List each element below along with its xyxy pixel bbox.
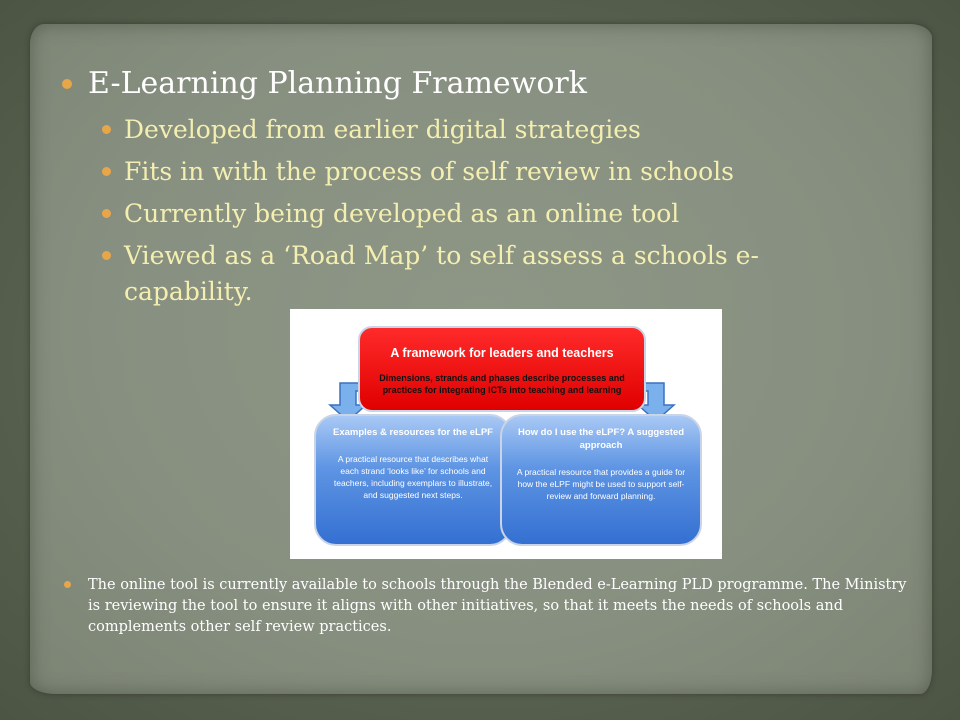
sub-bullet-1: Developed from earlier digital strategies: [124, 115, 641, 144]
examples-desc: A practical resource that describes what each strand ‘looks like’ for schools and teachers, including exemplars to illustrate, and suggested next steps.: [333, 454, 493, 500]
sub-bullet-3: Currently being developed as an online tool: [124, 199, 680, 228]
sub-bullet-4: Viewed as a ‘Road Map’ to self assess a schools e-capability.: [124, 241, 759, 306]
bullet-dot: [102, 167, 111, 176]
main-bullet: E-Learning Planning Framework: [88, 66, 587, 101]
framework-box: [358, 326, 646, 412]
examples-title: Examples & resources for the eLPF: [333, 427, 493, 438]
bullet-dot: [64, 581, 71, 588]
how-to-title: How do I use the eLPF? A suggested approach: [517, 427, 685, 451]
how-to-desc: A practical resource that provides a guide for how the eLPF might be used to support self-review and forward planning.: [516, 467, 686, 501]
framework-title: A framework for leaders and teachers: [390, 346, 614, 360]
elpf-diagram: [290, 309, 722, 559]
framework-desc: Dimensions, strands and phases describe processes and practices for integrating ICTs into teaching and learning: [379, 373, 625, 395]
bullet-dot: [102, 125, 111, 134]
bullet-dot: [62, 79, 72, 89]
bullet-dot: [102, 251, 111, 260]
bullet-dot: [102, 209, 111, 218]
bottom-note: The online tool is currently available to schools through the Blended e-Learning PLD programme. The Ministry is reviewing the tool to ensure it aligns with other initiatives, so that it meets the needs of schools and complements other self review practices.: [88, 577, 907, 635]
sub-bullet-2: Fits in with the process of self review in schools: [124, 157, 734, 186]
examples-box: [314, 414, 512, 546]
how-to-box: [500, 414, 702, 546]
